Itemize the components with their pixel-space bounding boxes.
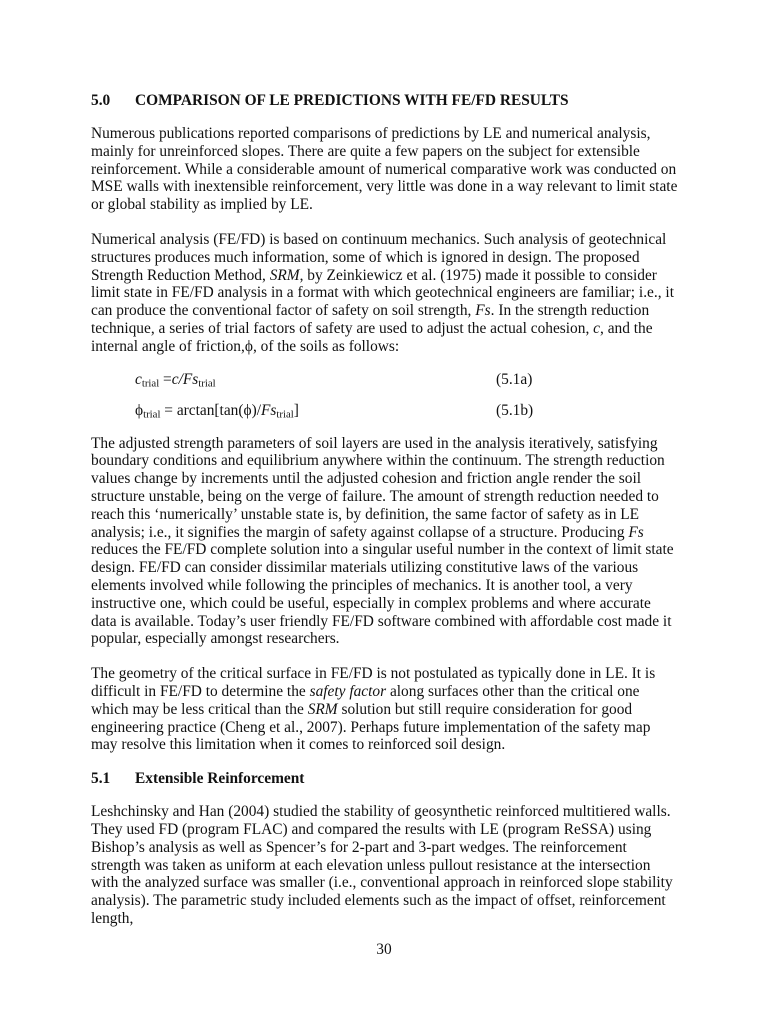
paragraph-numerical-analysis: Numerical analysis (FE/FD) is based on continuum mechanics. Such analysis of geotechnical structures produces much information, some of which is ignored in design. The proposed Strength Reduction Method, SRM, by Zeinkiewicz et al. (1975) made it possible to consider limit state in FE/FD analysis in a format with which geotechnical engineers are familiar; i.e., it can produce the conventional factor of safety on soil strength, Fs. In the strength reduction technique, a series of trial factors of safety are used to adjust the actual cohesion, c, and the internal angle of friction,ϕ, of the soils as follows:: [91, 230, 674, 355]
section-heading-5-1: [91, 769, 679, 789]
paragraph-intro: Numerous publications reported comparisons of predictions by LE and numerical analysis, mainly for unreinforced slopes. There are quite a few papers on the subject for extensible reinforcement. While a considerable amount of numerical comparative work was conducted on MSE walls with inextensible reinforcement, very little was done in a way relevant to limit state or global stability as implied by LE.: [91, 125, 678, 214]
equation-5-1a: [91, 371, 679, 389]
section-number: 5.1: [91, 770, 111, 788]
paragraph-strength-reduction: The adjusted strength parameters of soil layers are used in the analysis iteratively, satisfying boundary conditions and equilibrium anywhere within the continuum. The strength reduction values change by increments until the adjusted cohesion and friction angle render the soil structure unstable, being on the verge of failure. The amount of strength reduction needed to reach this ‘numerically’ unstable state is, by definition, the same factor of safety as in LE analysis; i.e., it signifies the margin of safety against collapse of a structure. Producing Fs reduces the FE/FD complete solution into a singular useful number in the context of limit state design. FE/FD can consider dissimilar materials utilizing constitutive laws of the various elements involved while following the principles of mechanics. It is another tool, a very instructive one, which could be useful, especially in complex problems and where accurate data is available. Today’s user friendly FE/FD software combined with affordable cost made it popular, especially amongst researchers.: [91, 434, 674, 648]
paragraph-extensible-reinforcement: Leshchinsky and Han (2004) studied the stability of geosynthetic reinforced multitiered walls. They used FD (program FLAC) and compared the results with LE (program ReSSA) using Bishop’s analysis as well as Spencer’s for 2-part and 3-part wedges. The reinforcement strength was taken as uniform at each elevation unless pullout resistance at the intersection with the analyzed surface was smaller (i.e., conventional approach in reinforced slope stability analysis). The parametric study included elements such as the impact of offset, reinforcement length,: [91, 803, 673, 927]
section-title: Extensible Reinforcement: [135, 770, 305, 788]
equation-number: (5.1a): [496, 370, 533, 388]
equation-5-1b: [91, 402, 679, 420]
section-heading-5-0: [91, 91, 679, 111]
equation-formula: $\phi_{trial} = \arctan[\tan(\phi)/Fs_{trial}]$: [135, 401, 299, 421]
equation-formula: $c_{trial} =c/Fs_{trial}$: [135, 370, 216, 390]
page-body: [91, 91, 679, 928]
paragraph-critical-surface: The geometry of the critical surface in FE/FD is not postulated as typically done in LE. It is difficult in FE/FD to determine the safety factor along surfaces other than the critical one which may be less critical than the SRM solution but still require consideration for good engineering practice (Cheng et al., 2007). Perhaps future implementation of the safety map may resolve this limitation when it comes to reinforced soil design.: [91, 665, 656, 754]
page-number: 30: [376, 941, 392, 958]
equation-number: (5.1b): [496, 401, 534, 419]
section-title: COMPARISON OF LE PREDICTIONS WITH FE/FD RESULTS: [135, 92, 569, 109]
section-number: 5.0: [91, 92, 111, 109]
